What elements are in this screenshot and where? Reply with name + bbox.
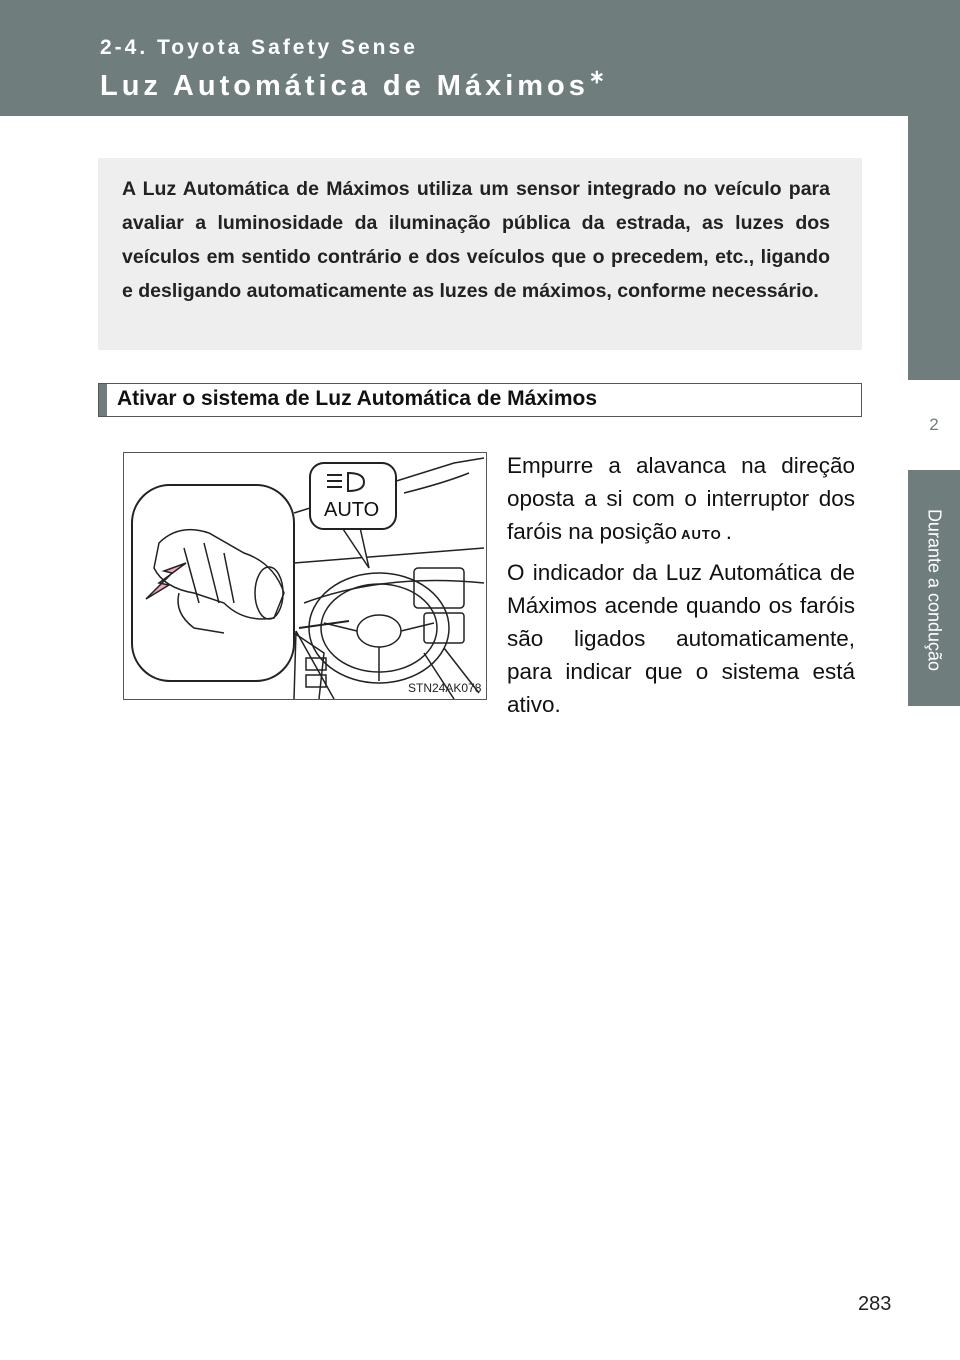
instruction-end: . [725, 519, 732, 544]
subheading-text: Ativar o sistema de Luz Automática de Máximos [117, 387, 598, 410]
page-header [0, 0, 960, 116]
figure-illustration [123, 452, 487, 700]
page-number: 283 [858, 1293, 892, 1315]
illustration-drawing [124, 453, 486, 699]
section-label: 2-4. Toyota Safety Sense [100, 36, 418, 59]
title-asterisk: ∗ [588, 67, 605, 88]
intro-box [98, 158, 862, 350]
figure-code: STN24AK078 [408, 681, 482, 695]
chapter-number: 2 [908, 380, 960, 470]
page-title-text: Luz Automática de Máximos [100, 70, 589, 102]
instruction-text: Empurre a alavanca na direção oposta a si com o interruptor dos faróis na posição [507, 453, 855, 544]
indicator-paragraph: O indicador da Luz Automática de Máximos acende quando os faróis são ligados automaticamente, para indicar que o sistema está ativo. [507, 560, 855, 717]
subheading-bar [99, 384, 107, 416]
page-title [100, 67, 605, 103]
auto-position-icon: AUTO [681, 527, 722, 542]
instruction-paragraph [507, 449, 855, 551]
figure-auto-label: AUTO [324, 499, 380, 521]
subheading [98, 383, 862, 417]
intro-text: A Luz Automática de Máximos utiliza um sensor integrado no veículo para avaliar a luminosidade da iluminação pública da estrada, as luzes dos veículos em sentido contrário e dos veículos que o precedem, etc., ligando e desligando automaticamente as luzes de máximos, conforme necessário. [122, 178, 830, 302]
chapter-label: Durante a condução [924, 508, 945, 672]
